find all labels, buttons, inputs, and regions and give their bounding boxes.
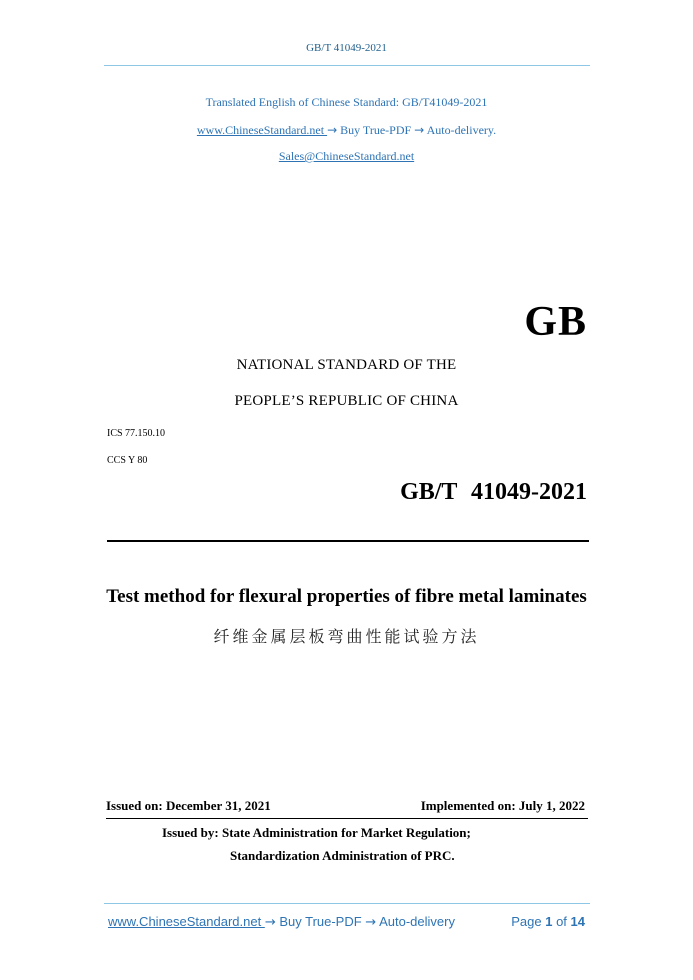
gb-mark: GB (524, 299, 587, 345)
arrow-right-icon: → (327, 123, 338, 137)
chinese-title: 纤维金属层板弯曲性能试验方法 (213, 627, 480, 646)
implemented-date: Implemented on: July 1, 2022 (420, 798, 585, 813)
page-current: 1 (545, 914, 553, 929)
footer-divider (104, 903, 590, 904)
arrow-right-icon: → (264, 915, 276, 930)
running-header: GB/T 41049-2021 (306, 42, 387, 54)
promo-line (0, 123, 693, 138)
translated-note: Translated English of Chinese Standard: GB/T41049-2021 (205, 95, 488, 109)
footer-delivery-text: Auto-delivery (376, 914, 455, 929)
footer-promo (108, 914, 455, 930)
ccs-code: CCS Y 80 (107, 455, 148, 466)
dates-divider (106, 818, 588, 819)
issued-date: Issued on: December 31, 2021 (106, 798, 271, 813)
national-standard-line-1: NATIONAL STANDARD OF THE (236, 357, 457, 373)
page-of: of (552, 914, 571, 929)
page-word: Page (511, 914, 546, 929)
arrow-right-icon: → (414, 123, 425, 137)
page-total: 14 (570, 914, 585, 929)
header-divider (104, 65, 590, 66)
english-title: Test method for flexural properties of fibre metal laminates (106, 586, 587, 607)
national-standard-line-2: PEOPLE’S REPUBLIC OF CHINA (234, 393, 459, 409)
footer-site-link[interactable]: www.ChineseStandard.net (108, 914, 265, 929)
delivery-text: Auto-delivery. (424, 123, 497, 137)
arrow-right-icon: → (365, 915, 377, 930)
footer-buy-text: Buy True-PDF (275, 914, 366, 929)
page-indicator (511, 914, 585, 929)
ics-code: ICS 77.150.10 (107, 428, 166, 439)
sales-email-link[interactable]: Sales@ChineseStandard.net (278, 149, 415, 163)
title-divider (107, 540, 589, 542)
sales-line (0, 149, 693, 164)
issuer-line-2: Standardization Administration of PRC. (230, 848, 455, 863)
standard-number: GB/T 41049-2021 (400, 479, 587, 505)
site-link[interactable]: www.ChineseStandard.net (196, 123, 328, 137)
buy-pdf-text: Buy True-PDF (337, 123, 415, 137)
issuer-line-1: Issued by: State Administration for Market Regulation; (162, 825, 471, 840)
